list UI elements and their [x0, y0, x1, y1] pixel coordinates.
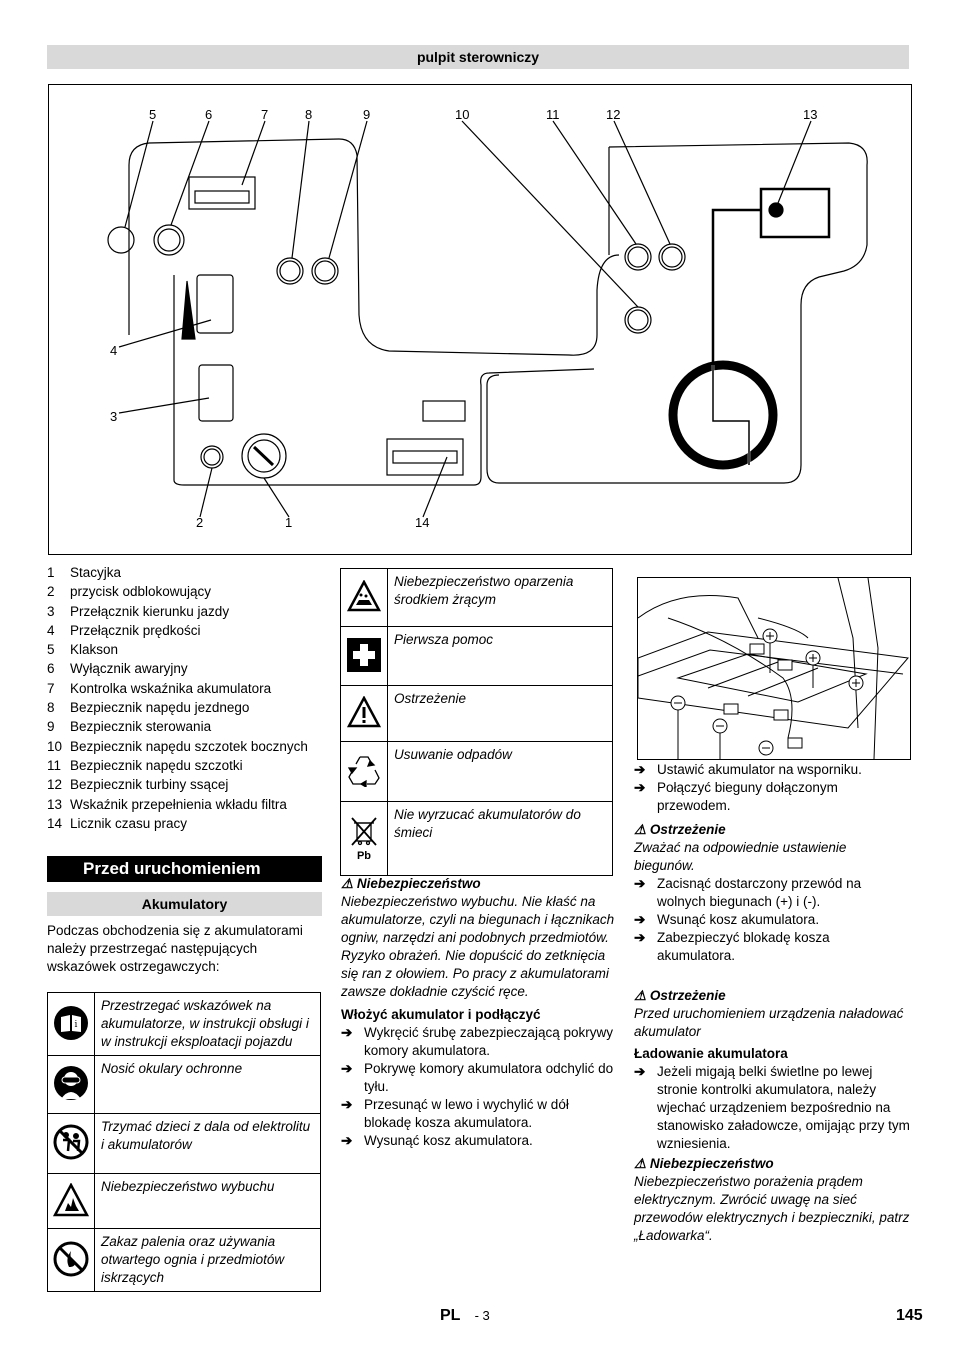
legend-item — [47, 737, 327, 756]
placement-steps — [634, 761, 910, 815]
legend-number: 14 — [47, 815, 63, 831]
footer-language — [440, 1307, 490, 1325]
callout-10: 10 — [455, 107, 470, 122]
arrow-icon: ➔ — [634, 930, 646, 945]
callout-4: 4 — [110, 343, 118, 358]
legend-text: Przełącznik prędkości — [70, 622, 201, 638]
legend-item — [47, 698, 327, 717]
step-item — [634, 1063, 910, 1153]
callout-14: 14 — [415, 515, 430, 530]
legend-text: Licznik czasu pracy — [70, 815, 188, 831]
legend-item — [47, 814, 327, 833]
goggles-icon — [48, 1056, 95, 1114]
step-item — [634, 875, 910, 911]
arrow-icon: ➔ — [341, 1097, 353, 1112]
recycle-icon — [341, 742, 388, 802]
warning-triangle-icon: ⚠ — [341, 876, 354, 891]
intro-paragraph: Podczas obchodzenia się z akumulatorami należy przestrzegać następujących wskazówek ostrzegawczych: — [47, 923, 303, 974]
component-legend — [47, 563, 327, 833]
subsection-title: Akumulatory — [47, 892, 322, 916]
section-header-bar: pulpit sterowniczy — [47, 45, 909, 69]
legend-text: Bezpiecznik napędu szczotek bocznych — [70, 738, 308, 754]
charge-title: Ładowanie akumulatora — [634, 1046, 788, 1061]
legend-text: Bezpiecznik sterowania — [70, 719, 212, 735]
danger-paragraph: Niebezpieczeństwo wybuchu. Nie kłaść na akumulatorze, czyli na biegunach i łącznikach ogniw, narzędzi ani podobnych przedmiotów. — [341, 894, 615, 945]
callout-8: 8 — [305, 107, 313, 122]
callout-5: 5 — [149, 107, 157, 122]
legend-item — [47, 659, 327, 678]
step-item — [341, 1060, 616, 1096]
arrow-icon: ➔ — [634, 780, 646, 795]
arrow-icon: ➔ — [341, 1061, 353, 1076]
legend-item — [47, 582, 327, 601]
callout-7: 7 — [261, 107, 269, 122]
legend-item — [47, 717, 327, 736]
legend-text: Bezpiecznik napędu jezdnego — [70, 700, 250, 716]
legend-text: Bezpiecznik napędu szczotki — [70, 757, 243, 773]
control-panel-figure — [48, 84, 912, 555]
legend-text: przycisk odblokowujący — [70, 584, 212, 600]
callout-11: 11 — [546, 107, 560, 122]
battery-drawing — [638, 578, 910, 759]
legend-text: Przełącznik kierunku jazdy — [70, 603, 230, 619]
warning-title: Ostrzeżenie — [649, 988, 726, 1003]
step-text: Zabezpieczyć blokadę kosza akumulatora. — [657, 930, 830, 963]
danger-title: Niebezpieczeństwo — [649, 1156, 774, 1171]
legend-item — [47, 795, 327, 814]
step-item — [634, 761, 910, 779]
legend-number: 12 — [47, 777, 63, 793]
legend-text: Wskaźnik przepełnienia wkładu filtra — [70, 796, 287, 812]
step-item — [341, 1132, 616, 1150]
legend-number: 8 — [47, 700, 55, 716]
no-bin-icon — [341, 802, 388, 876]
warning-text: Przestrzegać wskazówek na akumulatorze, w instrukcji obsługi i w instrukcji eksploatacji pojazdu — [95, 993, 321, 1056]
legend-number: 10 — [47, 738, 63, 754]
legend-text: Kontrolka wskaźnika akumulatora — [70, 680, 272, 696]
callout-9: 9 — [363, 107, 371, 122]
legend-item — [47, 563, 327, 582]
svg-text:i: i — [74, 1019, 78, 1030]
callout-1: 1 — [285, 515, 293, 530]
legend-number: 4 — [47, 622, 55, 638]
legend-number: 6 — [47, 661, 55, 677]
manual-icon — [48, 993, 95, 1056]
legend-item — [47, 640, 327, 659]
legend-number: 13 — [47, 796, 63, 812]
insert-title: Włożyć akumulator i podłączyć — [341, 1007, 541, 1022]
legend-item — [47, 602, 327, 621]
page-number: 145 — [896, 1307, 923, 1324]
symbol-text: Ostrzeżenie — [388, 686, 613, 742]
arrow-icon: ➔ — [341, 1133, 353, 1148]
legend-item — [47, 775, 327, 794]
warning-triangle-icon: ⚠ — [634, 822, 647, 837]
charge-steps — [634, 1063, 910, 1153]
arrow-icon: ➔ — [341, 1025, 353, 1040]
step-item — [634, 779, 910, 815]
first-aid-icon — [341, 627, 388, 686]
legend-item — [47, 756, 327, 775]
footer-section: - 3 — [474, 1308, 490, 1323]
legend-text: Wyłącznik awaryjny — [70, 661, 188, 677]
acid-burn-icon — [341, 569, 388, 627]
step-text: Przesunąć w lewo i wychylić w dół blokadę kosza akumulatora. — [364, 1097, 569, 1130]
warning-title: Ostrzeżenie — [649, 822, 726, 837]
symbol-text: Niebezpieczeństwo oparzenia środkiem żrącym — [388, 569, 613, 627]
section-title: Przed uruchomieniem — [47, 856, 322, 882]
step-item — [634, 929, 910, 965]
legend-number: 2 — [47, 584, 55, 600]
step-text: Zacisnąć dostarczony przewód na wolnych biegunach (+) i (-). — [657, 876, 862, 909]
step-item — [341, 1024, 616, 1060]
step-text: Jeżeli migają belki świetlne po lewej stronie kontrolki akumulatora, należy wjechać urządzeniem bezpośrednio na stanowisko załadowcze, omijając przy tym wzniesienia. — [657, 1064, 910, 1151]
danger-block-1 — [341, 875, 616, 1150]
callout-2: 2 — [196, 515, 204, 530]
step-text: Wykręcić śrubę zabezpieczającą pokrywy komory akumulatora. — [364, 1025, 613, 1058]
legend-number: 1 — [47, 565, 55, 580]
legend-text: Bezpiecznik turbiny ssącej — [70, 777, 229, 793]
connection-steps — [634, 875, 910, 965]
warning-text: Zakaz palenia oraz używania otwartego ognia i przedmiotów iskrzących — [95, 1229, 321, 1292]
legend-number: 5 — [47, 642, 55, 658]
warning-triangle-icon: ⚠ — [634, 1156, 647, 1171]
legend-number: 11 — [47, 757, 62, 773]
pb-label: Pb — [356, 850, 372, 862]
callout-13: 13 — [803, 107, 818, 122]
right-column-text — [634, 761, 910, 1245]
step-item — [341, 1096, 616, 1132]
symbol-text: Pierwsza pomoc — [388, 627, 613, 686]
legend-number: 3 — [47, 603, 55, 619]
warning-triangle-icon: ⚠ — [634, 988, 647, 1003]
callout-3: 3 — [110, 409, 118, 424]
arrow-icon: ➔ — [634, 762, 646, 777]
callout-6: 6 — [205, 107, 213, 122]
arrow-icon: ➔ — [634, 1064, 646, 1079]
danger-title: Niebezpieczeństwo — [356, 876, 481, 891]
danger-paragraph: Niebezpieczeństwo porażenia prądem elektrycznym. Zwrócić uwagę na sieć przewodów elektrycznych i bezpieczniki, patrz „Ładowarka“. — [634, 1174, 910, 1243]
legend-number: 7 — [47, 680, 55, 696]
step-text: Wysunąć kosz akumulatora. — [364, 1133, 533, 1148]
legend-number: 9 — [47, 719, 55, 735]
symbol-text: Nie wyrzucać akumulatorów do śmieci — [388, 802, 613, 876]
step-text: Ustawić akumulator na wsporniku. — [657, 762, 862, 777]
explosion-icon — [48, 1174, 95, 1229]
danger-paragraph: Ryzyko obrażeń. Nie dopuścić do zetknięcia się ran z ołowiem. Po pracy z akumulatorami zawsze dokładnie czyścić ręce. — [341, 948, 609, 999]
no-smoking-icon — [48, 1229, 95, 1292]
battery-warnings-table — [47, 992, 321, 1292]
legend-item — [47, 679, 327, 698]
insert-steps — [341, 1024, 616, 1150]
battery-symbols-table — [340, 568, 613, 876]
children-icon — [48, 1114, 95, 1174]
warning-paragraph: Zważać na odpowiednie ustawienie biegunów. — [634, 840, 847, 873]
symbol-text: Usuwanie odpadów — [388, 742, 613, 802]
arrow-icon: ➔ — [634, 876, 646, 891]
warning-paragraph: Przed uruchomieniem urządzenia naładować akumulator — [634, 1006, 904, 1039]
legend-text: Stacyjka — [70, 565, 122, 580]
control-panel-drawing — [49, 85, 911, 554]
battery-connection-figure — [637, 577, 911, 760]
arrow-icon: ➔ — [634, 912, 646, 927]
callout-12: 12 — [606, 107, 621, 122]
warning-text: Nosić okulary ochronne — [95, 1056, 321, 1114]
legend-text: Klakson — [70, 642, 119, 658]
warning-text: Trzymać dzieci z dala od elektrolitu i akumulatorów — [95, 1114, 321, 1174]
step-item — [634, 911, 910, 929]
legend-item — [47, 621, 327, 640]
footer-lang: PL — [440, 1307, 461, 1324]
step-text: Połączyć bieguny dołączonym przewodem. — [657, 780, 838, 813]
step-text: Wsunąć kosz akumulatora. — [657, 912, 820, 927]
step-text: Pokrywę komory akumulatora odchylić do tyłu. — [364, 1061, 614, 1094]
warning-text: Niebezpieczeństwo wybuchu — [95, 1174, 321, 1229]
warning-icon — [341, 686, 388, 742]
